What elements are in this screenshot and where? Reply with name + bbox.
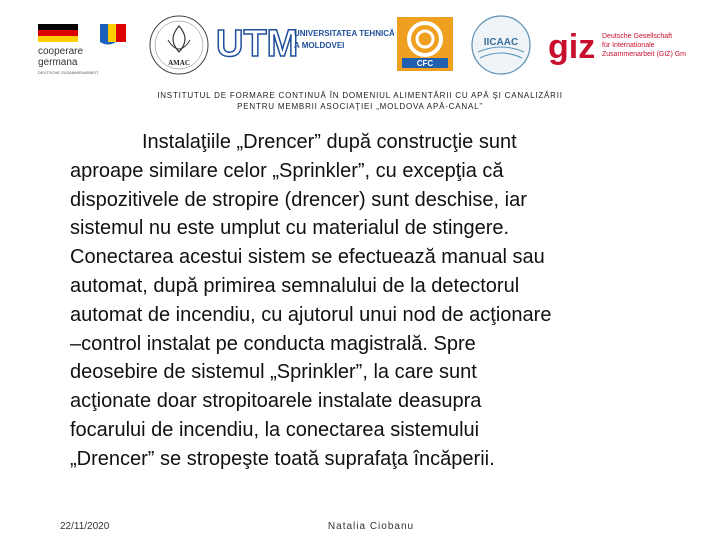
giz-logo — [546, 24, 686, 68]
utm-line2: A MOLDOVEI — [294, 41, 345, 50]
institute-line2: PENTRU MEMBRII ASOCIAŢIEI „MOLDOVA APĂ-CANAL” — [237, 102, 483, 111]
cfc-logo — [396, 16, 454, 72]
giz-line3: Zusammenarbeit (GIZ) GmbH — [602, 51, 686, 58]
body-line: Instalaţiile „Drencer” după construcţie sunt — [142, 131, 517, 153]
body-line: Conectarea acestui sistem se efectuează manual sau — [70, 246, 545, 269]
cooperation-line2: germana — [38, 57, 78, 68]
body-line: dispozitivele de stropire (drencer) sunt deschise, iar — [70, 188, 527, 211]
utm-line1: UNIVERSITATEA TEHNICĂ — [294, 29, 394, 38]
amac-text: AMAC — [168, 59, 190, 67]
footer-author: Natalia Ciobanu — [327, 521, 415, 532]
institute-line1: INSTITUTUL DE FORMARE CONTINUĂ ÎN DOMENIUL ALIMENTĂRII CU APĂ ŞI CANALIZĂRII — [157, 91, 563, 100]
giz-line2: für Internationale — [602, 42, 655, 49]
body-line: sistemul nu este umplut cu materialul de stingere. — [70, 217, 510, 240]
iicaac-logo — [470, 14, 532, 76]
utm-mark: UTM — [216, 23, 299, 64]
body-line: acţionate doar stropitoarele instalate deasupra — [70, 390, 482, 413]
body-line: automat, după primirea semnalului de la detectorul — [70, 274, 520, 297]
iicaac-text: IICAAC — [483, 37, 519, 48]
body-line: automat de incendiu, cu ajutorul unui nod de acţionare — [70, 303, 552, 326]
footer-date: 22/11/2020 — [60, 521, 110, 532]
body-paragraph — [70, 128, 652, 474]
body-line: focarului de incendiu, la conectarea sistemului — [70, 418, 480, 441]
utm-logo — [214, 18, 394, 64]
cooperation-caption: DEUTSCHE ZUSAMMENARBEIT — [38, 70, 99, 75]
german-cooperation-logo — [36, 20, 136, 80]
amac-logo — [148, 14, 210, 76]
body-line: „Drencer” se stropeşte toată suprafaţa încăperii. — [70, 447, 495, 470]
giz-mark: giz — [548, 28, 596, 66]
institute-header — [100, 90, 620, 112]
body-line: –control instalat pe conducta magistrală. Spre — [70, 332, 476, 355]
giz-line1: Deutsche Gesellschaft — [602, 33, 673, 40]
body-line: aproape similare celor „Sprinkler”, cu excepţia că — [70, 159, 504, 182]
cooperation-line1: cooperare — [38, 46, 84, 57]
cfc-text: CFC — [416, 59, 434, 68]
body-line: deosebire de sistemul „Sprinkler”, la care sunt — [70, 361, 477, 384]
